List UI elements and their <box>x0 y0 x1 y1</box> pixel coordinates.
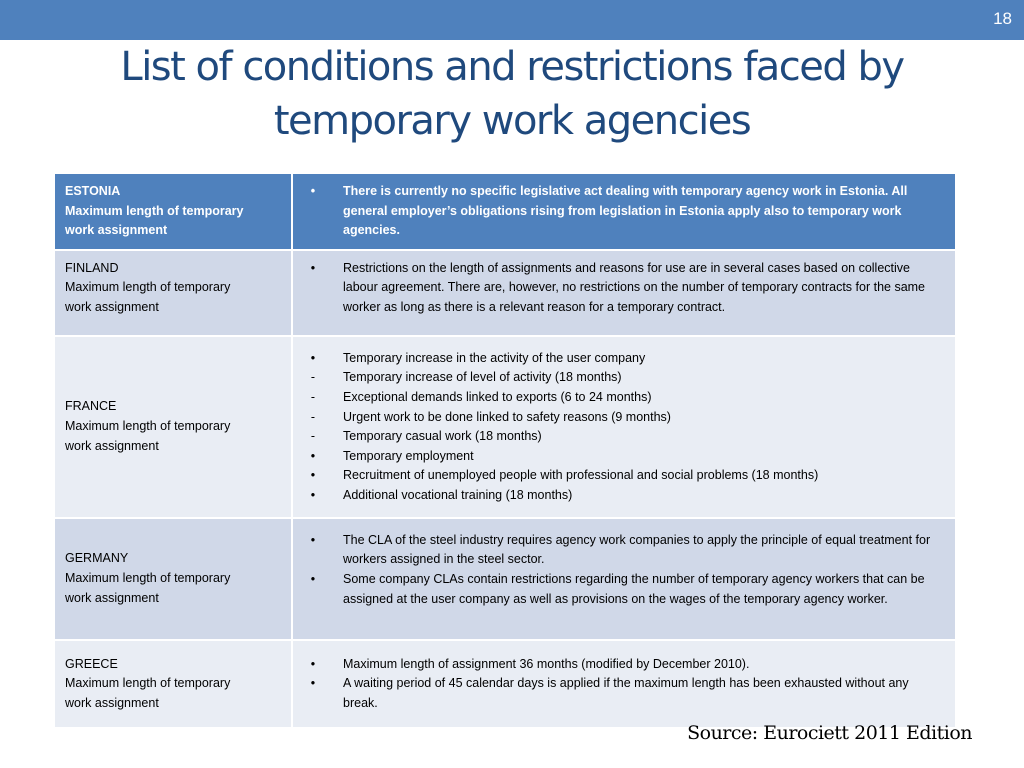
country-name: FRANCE <box>65 399 117 414</box>
country-subtitle-line-2: work assignment <box>65 223 168 238</box>
list-item-text: Temporary employment <box>343 448 474 463</box>
dash-marker: - <box>310 389 316 404</box>
list-item <box>303 655 945 675</box>
list-item-text: There is currently no specific legislative act dealing with temporary agency work in Estonia. All general employer’s obligations rising from legislation in Estonia apply also to temporary work agencies. <box>343 184 908 238</box>
dash-marker: - <box>310 429 316 444</box>
slide-title <box>0 40 1024 148</box>
list-item-text: A waiting period of 45 calendar days is applied if the maximum length has been exhausted without any break. <box>343 676 909 710</box>
country-cell <box>54 640 292 728</box>
list-item-text: The CLA of the steel industry requires agency work companies to apply the principle of equal treatment for workers assigned in the steel sector. <box>343 532 931 567</box>
bullet-marker: • <box>310 656 316 671</box>
condition-list <box>303 349 945 506</box>
country-subtitle-line-1: Maximum length of temporary <box>65 418 231 433</box>
table-row-finland <box>54 250 956 336</box>
title-line-1: List of conditions and restrictions faced by <box>120 44 904 90</box>
list-item <box>303 447 945 467</box>
country-name: GERMANY <box>65 551 129 566</box>
page-number: 18 <box>993 9 1012 28</box>
list-item <box>303 486 945 506</box>
list-item <box>303 531 945 570</box>
conditions-cell <box>292 173 956 250</box>
list-item <box>303 674 945 713</box>
list-item-text: Temporary increase of level of activity (18 months) <box>343 370 622 385</box>
country-subtitle-line-1: Maximum length of temporary <box>65 280 231 295</box>
table-row-estonia <box>54 173 956 250</box>
bullet-marker: • <box>310 487 316 502</box>
list-item <box>303 466 945 486</box>
country-subtitle-line-1: Maximum length of temporary <box>65 676 231 691</box>
country-subtitle-line-2: work assignment <box>65 438 159 453</box>
conditions-cell <box>292 518 956 640</box>
conditions-table <box>53 172 957 729</box>
list-item <box>303 570 945 609</box>
list-item-text: Urgent work to be done linked to safety reasons (9 months) <box>343 409 671 424</box>
country-subtitle-line-2: work assignment <box>65 299 159 314</box>
bullet-marker: • <box>310 448 316 463</box>
condition-list <box>303 531 945 609</box>
table-row-germany <box>54 518 956 640</box>
title-line-2: temporary work agencies <box>273 98 751 144</box>
bullet-marker: • <box>310 184 316 198</box>
list-item <box>303 388 945 408</box>
country-cell <box>54 250 292 336</box>
list-item-text: Restrictions on the length of assignments and reasons for use are in several cases based on collective labour agreement. There are, however, no restrictions on the number of temporary contracts for the same worker as long as there is a relevant reason for a temporary contract. <box>343 260 926 314</box>
country-subtitle-line-1: Maximum length of temporary <box>65 570 231 585</box>
condition-list <box>303 655 945 714</box>
top-banner <box>0 0 1024 40</box>
condition-list <box>303 259 945 318</box>
conditions-cell <box>292 640 956 728</box>
list-item <box>303 427 945 447</box>
table-row-greece <box>54 640 956 728</box>
bullet-marker: • <box>310 260 316 275</box>
list-item-text: Temporary increase in the activity of the user company <box>343 350 646 365</box>
country-subtitle-line-1: Maximum length of temporary <box>65 203 244 218</box>
country-cell <box>54 336 292 518</box>
dash-marker: - <box>310 370 316 385</box>
country-cell <box>54 518 292 640</box>
source-citation: Source: Eurociett 2011 Edition <box>687 722 972 744</box>
list-item <box>303 408 945 428</box>
list-item-text: Some company CLAs contain restrictions regarding the number of temporary agency workers that can be assigned at the user company as well as provisions on the wages of the temporary agency worker. <box>343 571 925 606</box>
dash-marker: - <box>310 409 316 424</box>
country-name: GREECE <box>65 656 118 671</box>
country-name: ESTONIA <box>65 184 121 198</box>
bullet-marker: • <box>310 676 316 691</box>
bullet-marker: • <box>310 571 316 586</box>
conditions-cell <box>292 250 956 336</box>
bullet-marker: • <box>310 468 316 483</box>
list-item-text: Recruitment of unemployed people with professional and social problems (18 months) <box>343 468 819 483</box>
list-item <box>303 368 945 388</box>
condition-list <box>303 182 945 241</box>
bullet-marker: • <box>310 350 316 365</box>
conditions-cell <box>292 336 956 518</box>
country-subtitle-line-2: work assignment <box>65 695 159 710</box>
bullet-marker: • <box>310 532 316 547</box>
list-item-text: Temporary casual work (18 months) <box>343 429 542 444</box>
list-item <box>303 259 945 318</box>
country-name: FINLAND <box>65 260 119 275</box>
list-item-text: Maximum length of assignment 36 months (modified by December 2010). <box>343 656 750 671</box>
country-subtitle-line-2: work assignment <box>65 590 159 605</box>
country-cell <box>54 173 292 250</box>
list-item <box>303 349 945 369</box>
list-item-text: Additional vocational training (18 months) <box>343 487 573 502</box>
list-item <box>303 182 945 241</box>
list-item-text: Exceptional demands linked to exports (6 to 24 months) <box>343 389 652 404</box>
table-row-france <box>54 336 956 518</box>
